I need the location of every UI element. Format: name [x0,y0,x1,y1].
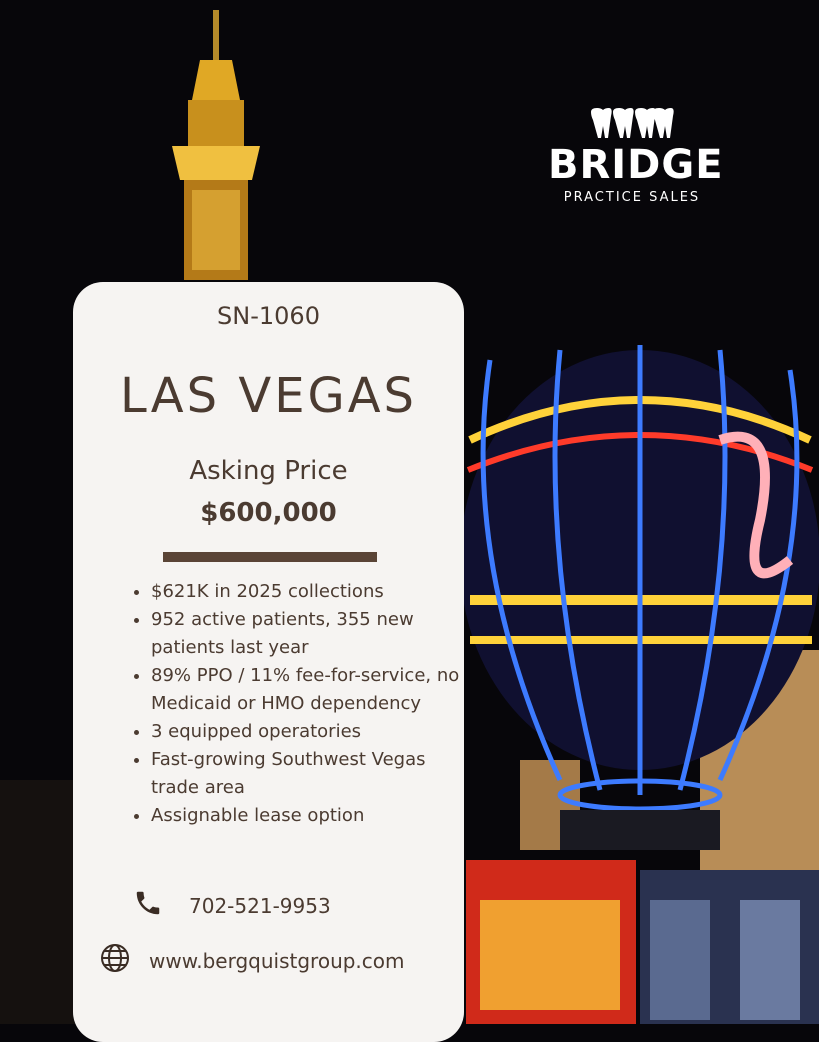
highlight-item: • 952 active patients, 355 new patients last year [151,606,471,662]
highlight-item: • Fast-growing Southwest Vegas trade area [151,746,471,802]
listing-card [73,282,464,1042]
highlight-item: • $621K in 2025 collections [151,578,471,606]
highlight-item: • Assignable lease option [151,802,471,830]
listing-code: SN-1060 [217,302,320,330]
brand-tagline: PRACTICE SALES [563,190,701,205]
teeth-icon [589,108,675,140]
phone-contact[interactable] [133,888,331,923]
website-contact[interactable] [99,942,405,979]
globe-icon [99,942,131,979]
phone-icon [133,888,163,923]
brand-name: BRIDGE [548,142,724,188]
highlights-list [117,578,471,830]
listing-city: LAS VEGAS [119,368,418,424]
asking-price-value: $600,000 [200,498,337,528]
highlight-item: • 3 equipped operatories [151,718,471,746]
asking-price-label: Asking Price [189,456,348,486]
phone-number[interactable]: 702-521-9953 [189,893,331,918]
billboard-illustration [466,860,819,1024]
brand-logo [548,108,724,205]
website-link[interactable]: www.bergquistgroup.com [149,948,405,973]
highlight-item: • 89% PPO / 11% fee-for-service, no Medicaid or HMO dependency [151,662,471,718]
divider-bar [163,552,377,562]
